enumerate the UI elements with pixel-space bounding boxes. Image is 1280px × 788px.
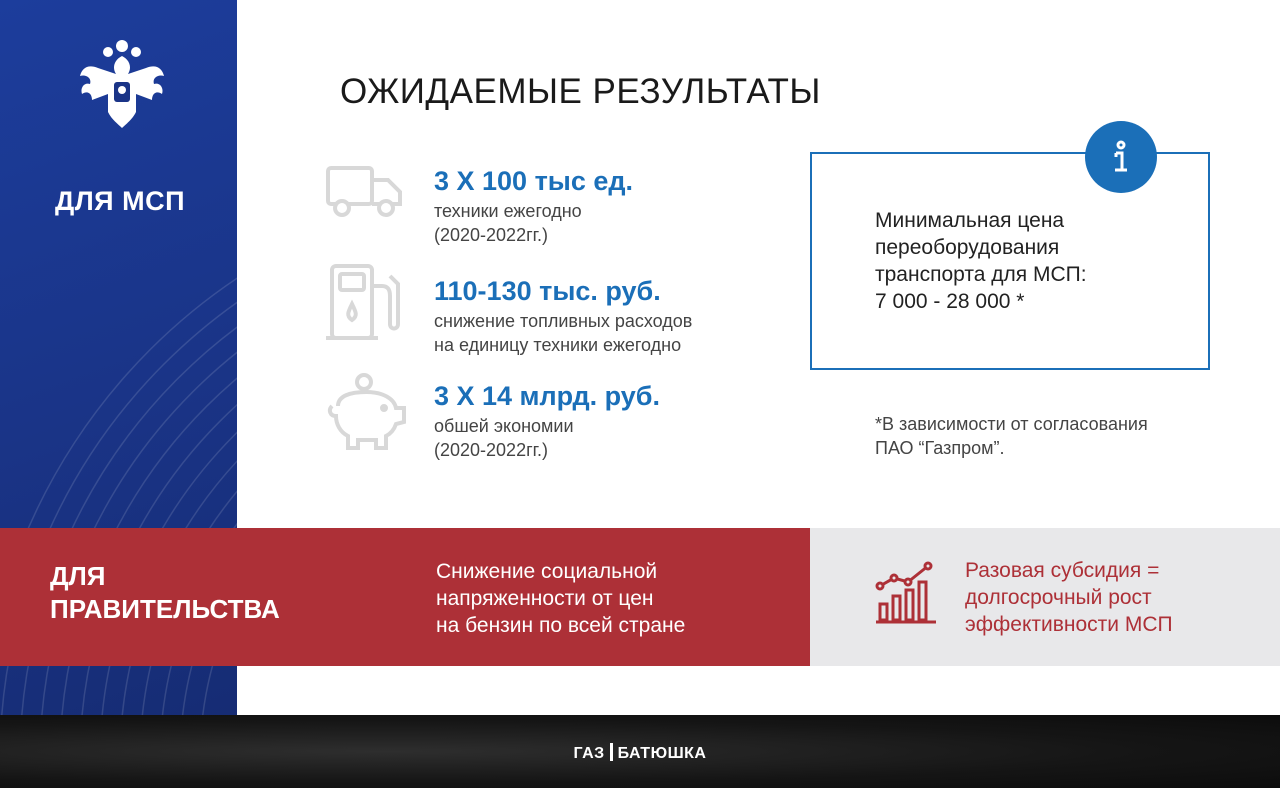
- brand-logo: [0, 743, 1280, 763]
- stat-fuel-savings: [434, 276, 692, 357]
- subsidy-text: [965, 557, 1265, 638]
- stat-desc-line: (2020-2022гг.): [434, 225, 549, 245]
- subsidy-line: эффективности МСП: [965, 613, 1173, 636]
- min-price-value: 7 000 - 28 000 *: [875, 290, 1025, 313]
- stat-value: 110-130 тыс. руб.: [434, 276, 661, 306]
- piggy-bank-icon: [324, 372, 408, 452]
- stat-desc-line: техники ежегодно: [434, 201, 582, 221]
- growth-chart-icon: [874, 560, 938, 626]
- min-price-line: Минимальная цена: [875, 209, 1065, 232]
- page-title: ОЖИДАЕМЫЕ РЕЗУЛЬТАТЫ: [340, 72, 821, 111]
- footer: [0, 715, 1280, 788]
- stat-desc-line: на единицу техники ежегодно: [434, 335, 682, 355]
- min-price-text: [875, 207, 1175, 315]
- info-badge: [1085, 121, 1157, 193]
- min-price-line: переоборудования: [875, 236, 1060, 259]
- brand-left: ГАЗ: [573, 745, 605, 762]
- stat-equipment: [434, 166, 633, 247]
- truck-icon: [324, 160, 406, 220]
- fuel-pump-icon: [324, 262, 406, 342]
- min-price-line: транспорта для МСП:: [875, 263, 1087, 286]
- government-benefit-text: [436, 558, 756, 639]
- footnote: [875, 412, 1195, 460]
- government-title-line: ПРАВИТЕЛЬСТВА: [50, 594, 280, 624]
- stat-desc-line: обшей экономии: [434, 416, 574, 436]
- brand-right: БАТЮШКА: [617, 745, 707, 762]
- brand-separator: [610, 743, 613, 761]
- subsidy-line: Разовая субсидия =: [965, 559, 1160, 582]
- subsidy-line: долгосрочный рост: [965, 586, 1152, 609]
- government-text-line: напряженности от цен: [436, 587, 654, 610]
- info-icon: [1111, 140, 1131, 174]
- msp-section-title: ДЛЯ МСП: [55, 186, 185, 216]
- government-section-title: [50, 560, 330, 626]
- government-text-line: на бензин по всей стране: [436, 614, 686, 637]
- stat-desc-line: (2020-2022гг.): [434, 440, 549, 460]
- government-text-line: Снижение социальной: [436, 560, 658, 583]
- coat-of-arms-icon: [78, 38, 166, 130]
- stat-total-savings: [434, 381, 660, 462]
- stat-value: 3 Х 100 тыс ед.: [434, 166, 634, 196]
- government-title-line: ДЛЯ: [50, 561, 106, 591]
- footnote-line: *В зависимости от согласования: [875, 414, 1148, 434]
- stat-desc-line: снижение топливных расходов: [434, 311, 693, 331]
- stat-value: 3 Х 14 млрд. руб.: [434, 381, 660, 411]
- footnote-line: ПАО “Газпром”.: [875, 438, 1005, 458]
